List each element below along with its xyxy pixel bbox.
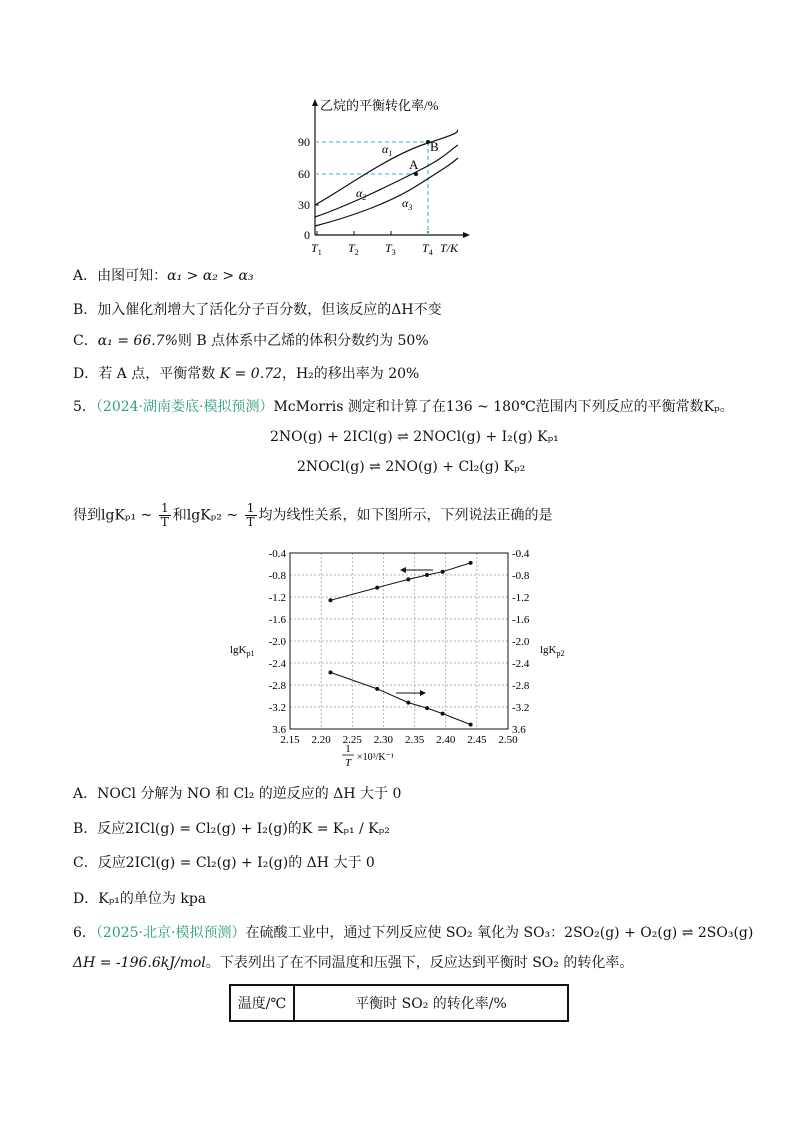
- x-tick-label: 2.50: [498, 734, 518, 746]
- x-axis-arrow: [463, 232, 470, 238]
- x-axis-frac-num: 1: [345, 743, 351, 755]
- y-tick-label-left: -1.2: [268, 592, 286, 604]
- y-tick-label: 60: [298, 167, 310, 181]
- fraction-1-over-t: $\frac{1}{T}$: [160, 501, 169, 529]
- left-axis-label: lgK$_{p1}$: [230, 644, 255, 658]
- x-tick-label: $T_1$: [311, 241, 322, 257]
- point-a-label: A: [409, 157, 419, 172]
- curve-label-alpha2: [356, 186, 366, 202]
- y-ticks-right: [512, 548, 530, 736]
- x-tick-label: 2.45: [467, 734, 487, 746]
- q5-option-c: C．反应2ICl(g) = Cl₂(g) + I₂(g)的 ΔH 大于 0: [73, 855, 375, 871]
- y-tick-label-right: -2.4: [512, 658, 530, 670]
- y-ticks-left: [269, 548, 287, 736]
- y-tick-label-right: 3.6: [512, 724, 526, 736]
- x-axis-frac-den: T: [344, 757, 352, 769]
- data-point-lgKp1: [375, 586, 379, 590]
- data-point-lgKp2: [469, 723, 473, 727]
- y-tick-label-right: -2.0: [512, 636, 530, 648]
- q5-relation: 得到lgKₚ₁ ~ $\frac{1}{T}$ 和lgKₚ₂ ~ $\frac{1}{T}$ 均为线性关系，如下图所示，下列说法正确的是: [73, 501, 553, 529]
- point-a: [414, 172, 418, 176]
- grid: [290, 553, 508, 729]
- conversion-rate-chart: [290, 95, 470, 260]
- y-tick-label-left: -2.8: [268, 680, 286, 692]
- y-tick-label-left: 3.6: [272, 724, 286, 736]
- curve-label-alpha3: [402, 196, 412, 212]
- q5-option-a: A．NOCl 分解为 NO 和 Cl₂ 的逆反应的 ΔH 大于 0: [73, 786, 402, 802]
- x-tick-label: 2.20: [311, 734, 331, 746]
- q4-option-a: A．由图可知：α₁ > α₂ > α₃: [73, 268, 254, 284]
- y-tick-label-right: -2.8: [512, 680, 530, 692]
- y-tick-label-left: -2.0: [268, 636, 286, 648]
- series: [328, 561, 472, 727]
- data-point-lgKp1: [425, 573, 429, 577]
- y-tick-label-right: -0.8: [512, 570, 530, 582]
- q6-stem: 6．（2025·北京·模拟预测）在硫酸工业中，通过下列反应使 SO₂ 氧化为 SO₃：2SO₂(g) + O₂(g) ⇌ 2SO₃(g): [73, 925, 754, 941]
- q5-source: （2024·湖南娄底·模拟预测）: [95, 399, 274, 415]
- y-tick-label-left: -3.2: [268, 702, 286, 714]
- q5-equation-1: 2NO(g) + 2ICl(g) ⇌ 2NOCl(g) + I₂(g) Kₚ₁: [270, 429, 559, 445]
- point-b-label: B: [430, 139, 439, 154]
- data-point-lgKp2: [425, 706, 429, 710]
- y-tick-label: 90: [298, 135, 310, 149]
- x-tick-label: $T_2$: [348, 241, 359, 257]
- y-tick-label-left: -1.6: [268, 614, 286, 626]
- data-point-lgKp2: [328, 670, 332, 674]
- q4-option-d: D．若 A 点，平衡常数 K = 0.72，H₂的移出率为 20%: [73, 366, 420, 382]
- right-axis-label: lgK$_{p2}$: [540, 644, 565, 658]
- x-axis-label: ×10³/K⁻¹: [357, 752, 394, 763]
- fraction-1-over-t-2: $\frac{1}{T}$: [246, 501, 255, 529]
- series-line-lgKp1: [330, 563, 470, 600]
- x-tick-label: $T_4$: [422, 241, 433, 257]
- y-tick-label-left: -0.8: [268, 570, 286, 582]
- x-tick-label: $T_3$: [385, 241, 396, 257]
- svg-text:α2: $\alpha_2$: [356, 186, 367, 202]
- x-tick-label: 2.40: [436, 734, 456, 746]
- data-point-lgKp2: [406, 701, 410, 705]
- lgk-chart: [228, 545, 588, 777]
- q5-option-d: D．Kₚ₁的单位为 kpa: [73, 891, 207, 907]
- y-tick-label-right: -3.2: [512, 702, 530, 714]
- q5-option-b: B．反应2ICl(g) = Cl₂(g) + I₂(g)的K = Kₚ₁ / Kₚ₂: [73, 821, 390, 837]
- y-tick-label-right: -0.4: [512, 548, 530, 560]
- x-tick-label: 2.15: [280, 734, 300, 746]
- y-tick-label-right: -1.2: [512, 592, 530, 604]
- x-tick-label: 2.25: [342, 734, 362, 746]
- arrow-left: [400, 567, 433, 573]
- y-tick-label-left: -2.4: [268, 658, 286, 670]
- svg-text:α1: $\alpha_1$: [382, 142, 393, 158]
- x-tick-label: 2.35: [404, 734, 425, 746]
- data-point-lgKp1: [469, 561, 473, 565]
- y-axis-arrow: [312, 99, 318, 106]
- q4-option-c: C．α₁ = 66.7%则 B 点体系中乙烯的体积分数约为 50%: [73, 333, 429, 349]
- table-header-conversion: 平衡时 SO₂ 的转化率/%: [294, 985, 568, 1021]
- conversion-table: [229, 984, 569, 1022]
- q4-option-b: B．加入催化剂增大了活化分子百分数，但该反应的ΔH不变: [73, 302, 442, 318]
- arrow-right: [396, 690, 426, 696]
- y-tick-label-right: -1.6: [512, 614, 530, 626]
- data-point-lgKp1: [406, 577, 410, 581]
- series-line-lgKp2: [330, 672, 470, 724]
- x-ticks: [280, 734, 518, 746]
- q6-stem-2: ΔH = -196.6kJ/mol。下表列出了在不同温度和压强下，反应达到平衡时 SO₂ 的转化率。: [73, 955, 634, 971]
- y-axis-label: 乙烷的平衡转化率/%: [320, 98, 439, 113]
- data-point-lgKp1: [441, 570, 445, 574]
- data-point-lgKp2: [441, 712, 445, 716]
- y-tick-label: 0: [304, 228, 310, 242]
- q5-stem: 5．（2024·湖南娄底·模拟预测）McMorris 测定和计算了在136 ~ 180℃范围内下列反应的平衡常数Kₚ。: [73, 399, 734, 415]
- data-point-lgKp1: [328, 598, 332, 602]
- x-axis-label: T/K: [440, 241, 459, 255]
- svg-text:α3: $\alpha_3$: [402, 196, 413, 212]
- x-tick-label: 2.30: [373, 734, 394, 746]
- y-tick-label: 30: [298, 198, 310, 212]
- q5-equation-2: 2NOCl(g) ⇌ 2NO(g) + Cl₂(g) Kₚ₂: [297, 459, 526, 475]
- curve-label-alpha1: [382, 142, 392, 158]
- table-header-temperature: 温度/℃: [230, 985, 294, 1021]
- q6-source: （2025·北京·模拟预测）: [95, 925, 246, 941]
- data-point-lgKp2: [375, 687, 379, 691]
- y-tick-label-left: -0.4: [268, 548, 286, 560]
